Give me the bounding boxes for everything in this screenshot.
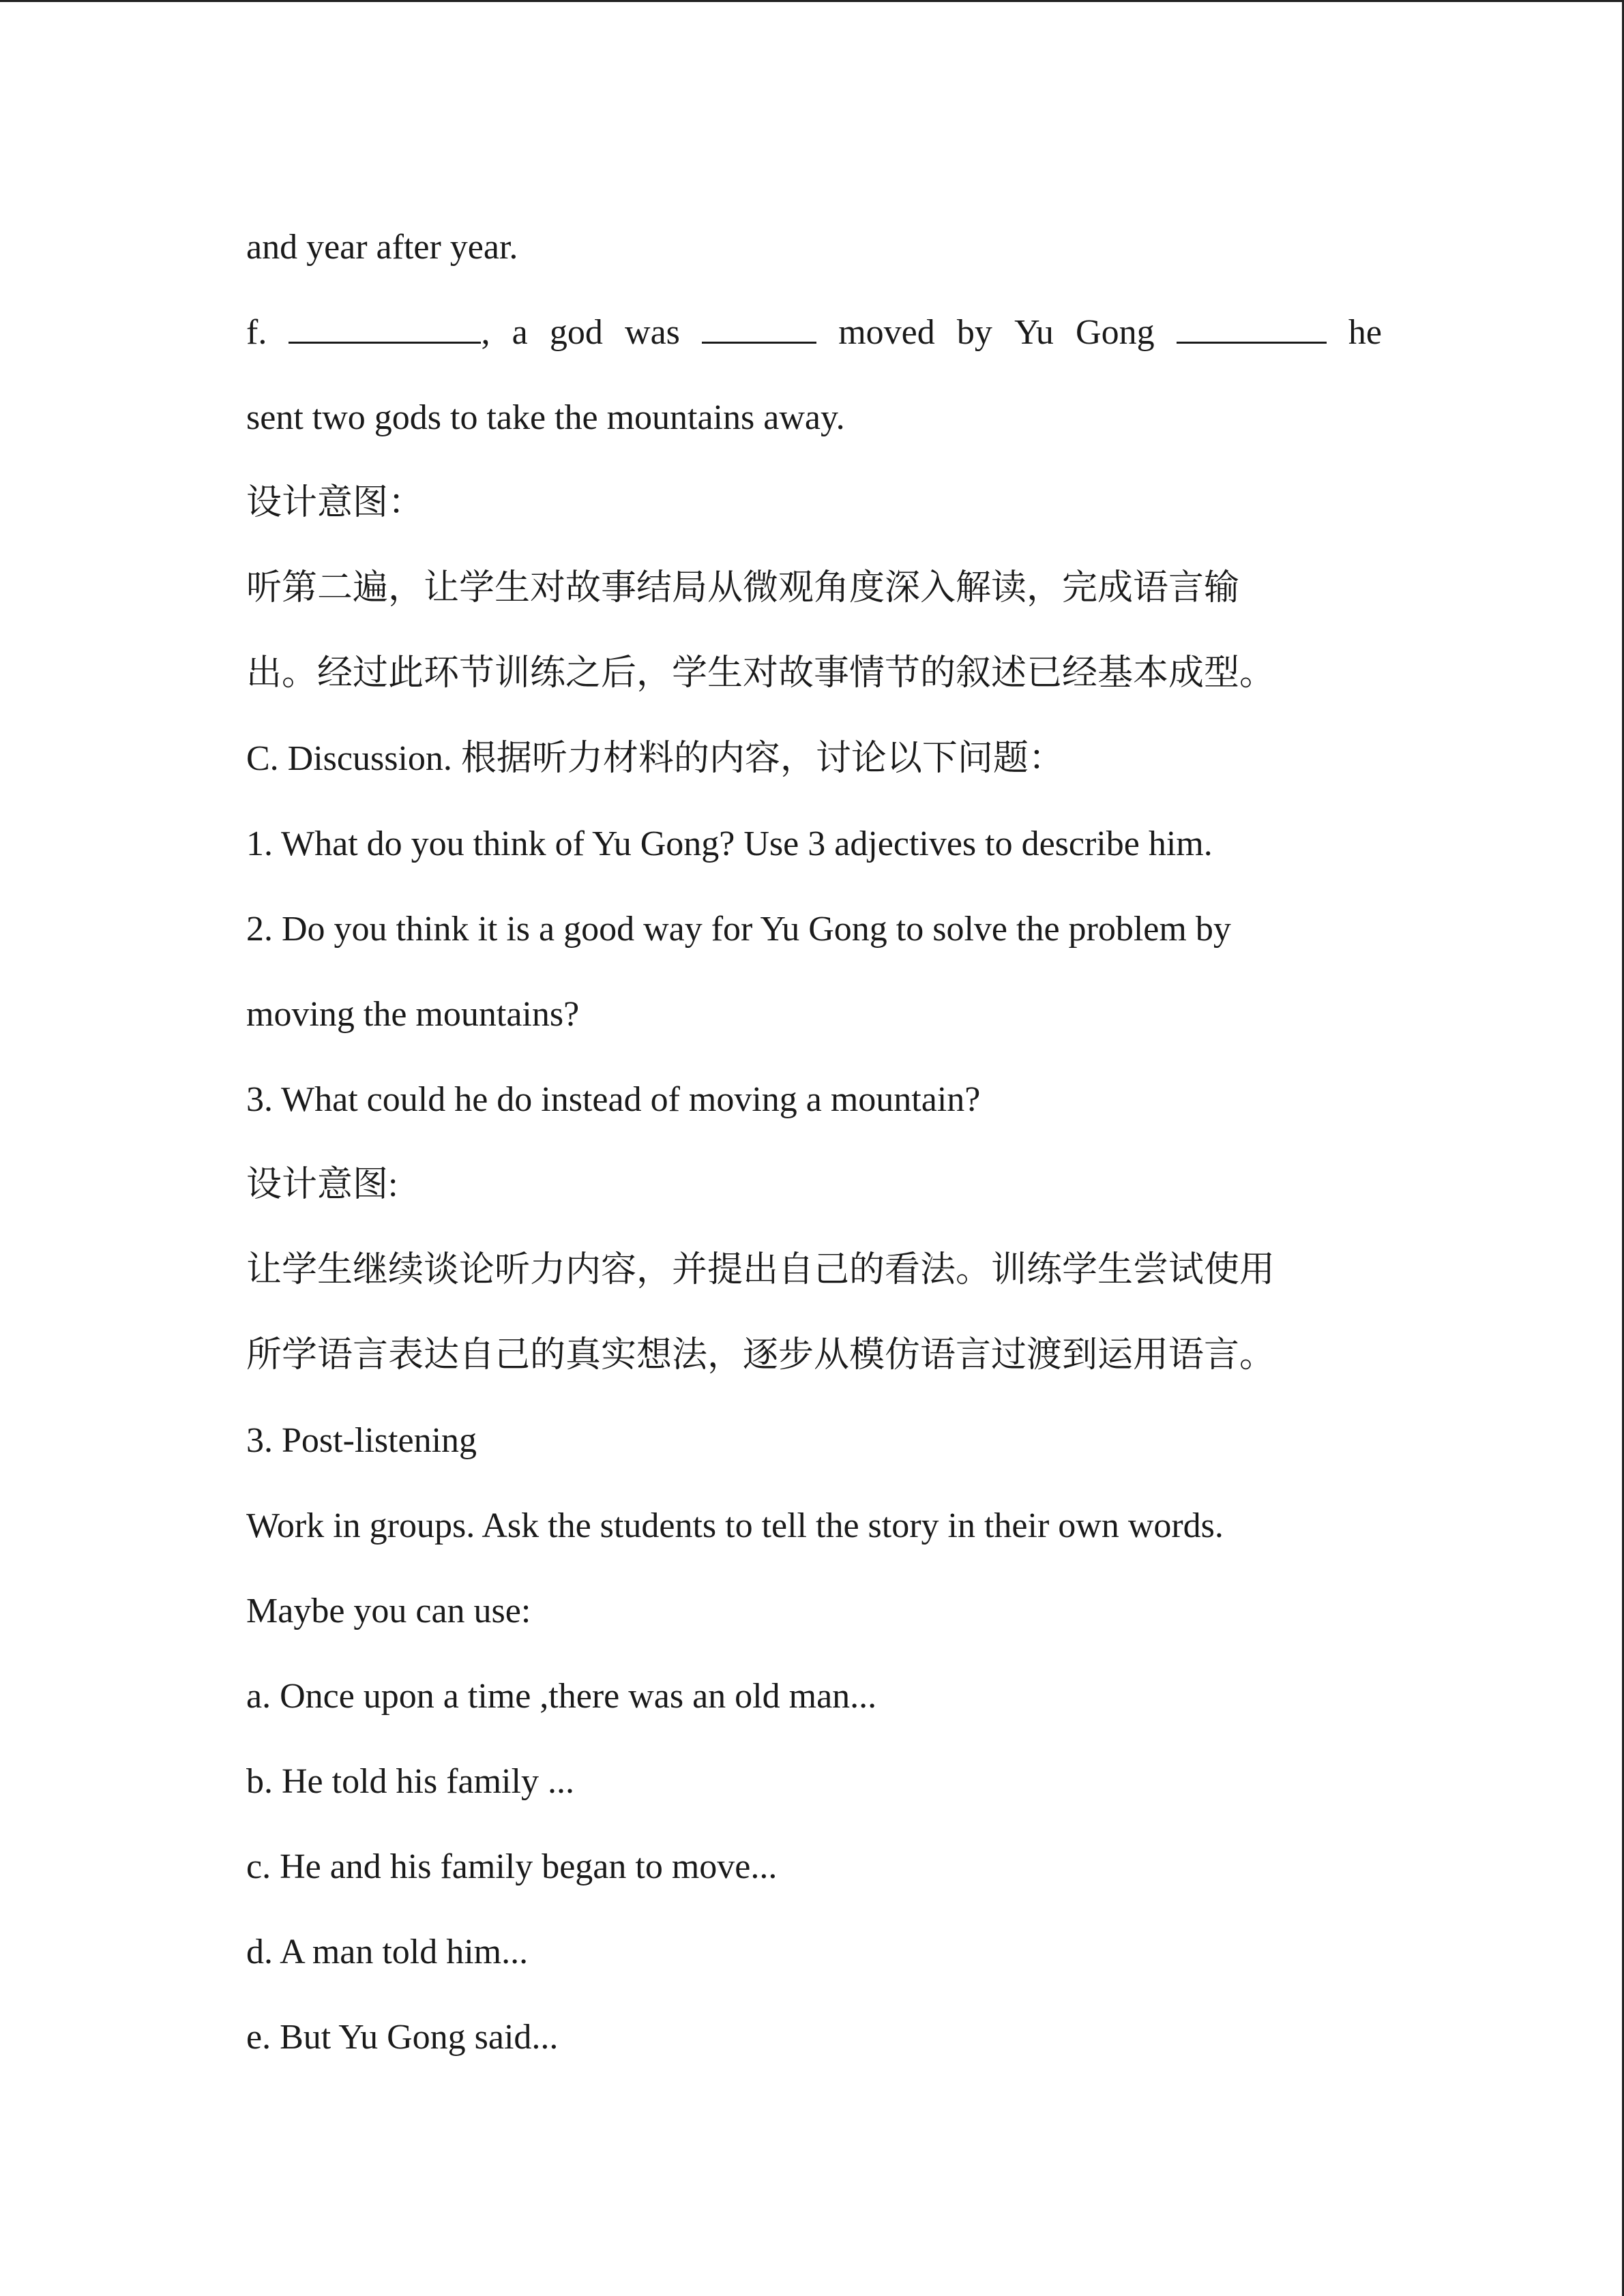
text-line: sent two gods to take the mountains away. [246,398,845,437]
text-line: and year after year. [246,228,518,267]
discussion-question-3: 3. What could he do instead of moving a mountain? [246,1080,981,1119]
word: he [1348,313,1382,352]
answer-blank-3[interactable] [1177,303,1327,344]
discussion-heading: C. Discussion. 根据听力材料的内容，讨论以下问题： [246,739,1064,778]
prompt-c: c. He and his family began to move... [246,1847,778,1886]
discussion-question-1: 1. What do you think of Yu Gong? Use 3 adjectives to describe him. [246,824,1213,863]
word: god [549,313,603,352]
text-line: 所学语言表达自己的真实想法，逐步从模仿语言过渡到运用语言。 [246,1336,1275,1375]
prompt-d: d. A man told him... [246,1933,529,1971]
text-line: 出。经过此环节训练之后，学生对故事情节的叙述已经基本成型。 [246,654,1275,693]
fill-in-blank-line-f [246,290,1382,375]
text-line: 听第二遍，让学生对故事结局从微观角度深入解读，完成语言输 [246,569,1240,608]
word: was [625,313,680,352]
item-label: f. [246,313,267,352]
discussion-question-2 [246,886,1382,972]
answer-blank-2[interactable] [702,303,816,344]
answer-blank-1[interactable] [289,303,481,344]
word: by [956,313,992,352]
word: a [512,313,528,352]
word: Gong [1076,313,1155,352]
page-top-edge [0,0,1624,2]
document-page [246,205,1382,2080]
question-text: 2. Do you think it is a good way for Yu Gong to solve the problem by [246,910,1231,949]
word: Yu [1014,313,1054,352]
prompt-b: b. He told his family ... [246,1762,574,1801]
design-intent-heading: 设计意图: [246,1165,398,1204]
section-heading: 3. Post-listening [246,1421,477,1460]
blank-group-1 [289,290,490,375]
text-line: 让学生继续谈论听力内容，并提出自己的看法。训练学生尝试使用 [246,1251,1275,1289]
discussion-question-2-cont: moving the mountains? [246,995,580,1034]
word: moved [838,313,935,352]
text-line: Maybe you can use: [246,1592,531,1630]
prompt-a: a. Once upon a time ,there was an old man... [246,1677,877,1716]
prompt-e: e. But Yu Gong said... [246,2018,559,2057]
design-intent-heading: 设计意图： [246,483,424,522]
comma: , [481,313,490,352]
text-line: Work in groups. Ask the students to tell the story in their own words. [246,1506,1224,1545]
